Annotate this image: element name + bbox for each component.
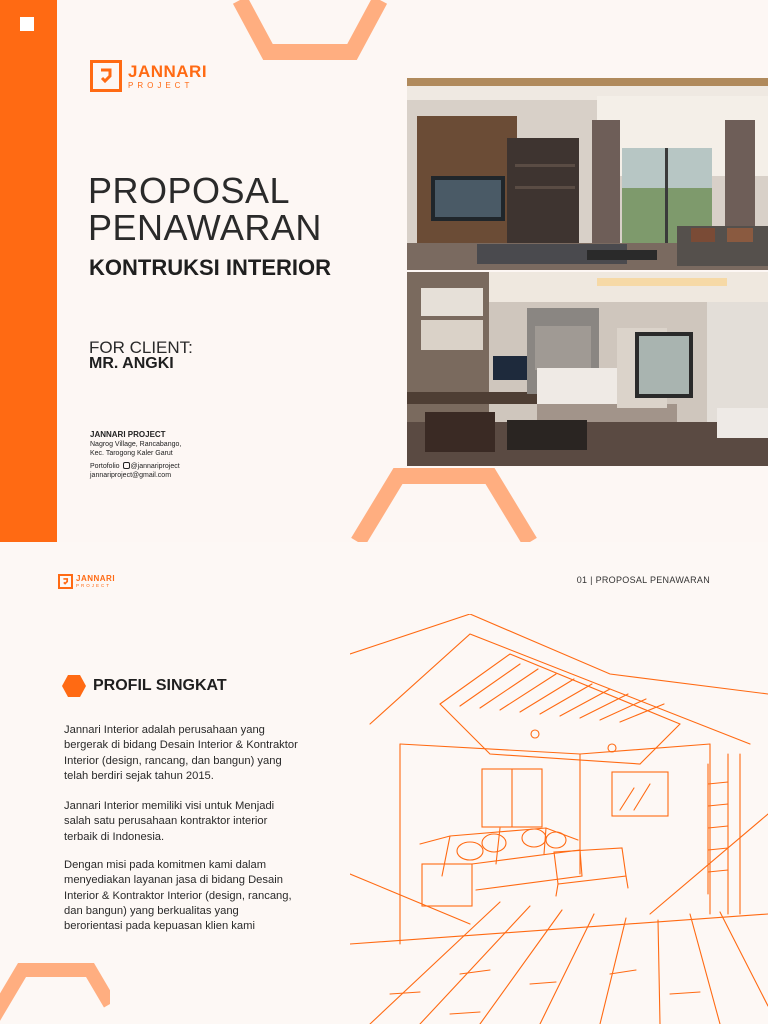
mission-line-3: Interior & Kontraktor Interior (design, rancang, (64, 889, 292, 902)
for-client-label: FOR CLIENT: (89, 338, 193, 357)
mission-line-5: berorientasi pada kepuasan klien kami (64, 920, 255, 933)
about-line-2: bergerak di bidang Desain Interior & Kontraktor (64, 739, 298, 752)
contact-address-2: Kec. Tarogong Kaler Garut (90, 450, 173, 458)
paragraph-about (64, 723, 339, 784)
paragraph-vision (64, 799, 339, 845)
contact-portfolio-row (90, 462, 181, 472)
cover-title (88, 172, 322, 246)
living-room-photo (407, 78, 768, 270)
about-line-1: Jannari Interior adalah perusahaan yang (64, 724, 265, 736)
hexagon-decoration-top (232, 0, 388, 62)
section-title: PROFIL SINGKAT (93, 677, 227, 694)
hexagon-bullet-icon (62, 675, 86, 697)
brand-sub-small: PROJECT (76, 582, 112, 588)
logo-mark-icon-small (58, 574, 73, 589)
about-line-4: telah berdiri sejak tahun 2015. (64, 769, 214, 782)
hexagon-decoration-bottom (350, 460, 540, 542)
brand-name: JANNARI (128, 61, 208, 81)
cover-title-line-1: PROPOSAL (88, 170, 291, 211)
cover-subtitle: KONTRUKSI INTERIOR (89, 255, 331, 280)
portfolio-label: Portofolio (90, 462, 120, 470)
mission-line-4: dan bangun) yang berkualitas yang (64, 904, 239, 917)
contact-company: JANNARI PROJECT (90, 430, 166, 439)
cover-title-line-2: PENAWARAN (88, 207, 322, 248)
interior-line-sketch (350, 614, 768, 1024)
instagram-icon (123, 462, 130, 469)
hexagon-decoration-corner (0, 954, 110, 1024)
mission-line-1: Dengan misi pada komitmen kami dalam (64, 859, 267, 871)
accent-strip (0, 0, 57, 542)
contact-block (90, 430, 181, 481)
brand-logo-small (58, 574, 115, 589)
instagram-handle[interactable]: @jannariproject (130, 462, 180, 470)
page-header-label: 01 | PROPOSAL PENAWARAN (576, 575, 710, 585)
logo-mark-icon (90, 60, 122, 92)
about-line-3: Interior (design, rancang, dan bangun) yang (64, 754, 282, 767)
brand-logo (90, 60, 207, 92)
paragraph-mission (64, 858, 339, 934)
mission-line-2: menyediakan layanan jasa di bidang Desain (64, 874, 283, 887)
bedroom-photo (407, 272, 768, 466)
profile-page (0, 542, 768, 1024)
accent-square (20, 17, 34, 31)
client-name: MR. ANGKI (89, 355, 174, 372)
contact-email[interactable]: jannariproject@gmail.com (90, 472, 172, 480)
vision-line-3: terbaik di Indonesia. (64, 830, 165, 843)
vision-line-1: Jannari Interior memiliki visi untuk Menjadi (64, 800, 275, 812)
brand-name-small: JANNARI (76, 573, 116, 583)
contact-address-1: Nagrog Village, Rancabango, (90, 440, 182, 448)
vision-line-2: salah satu perusahaan kontraktor interior (64, 815, 268, 828)
brand-sub: PROJECT (128, 80, 194, 90)
